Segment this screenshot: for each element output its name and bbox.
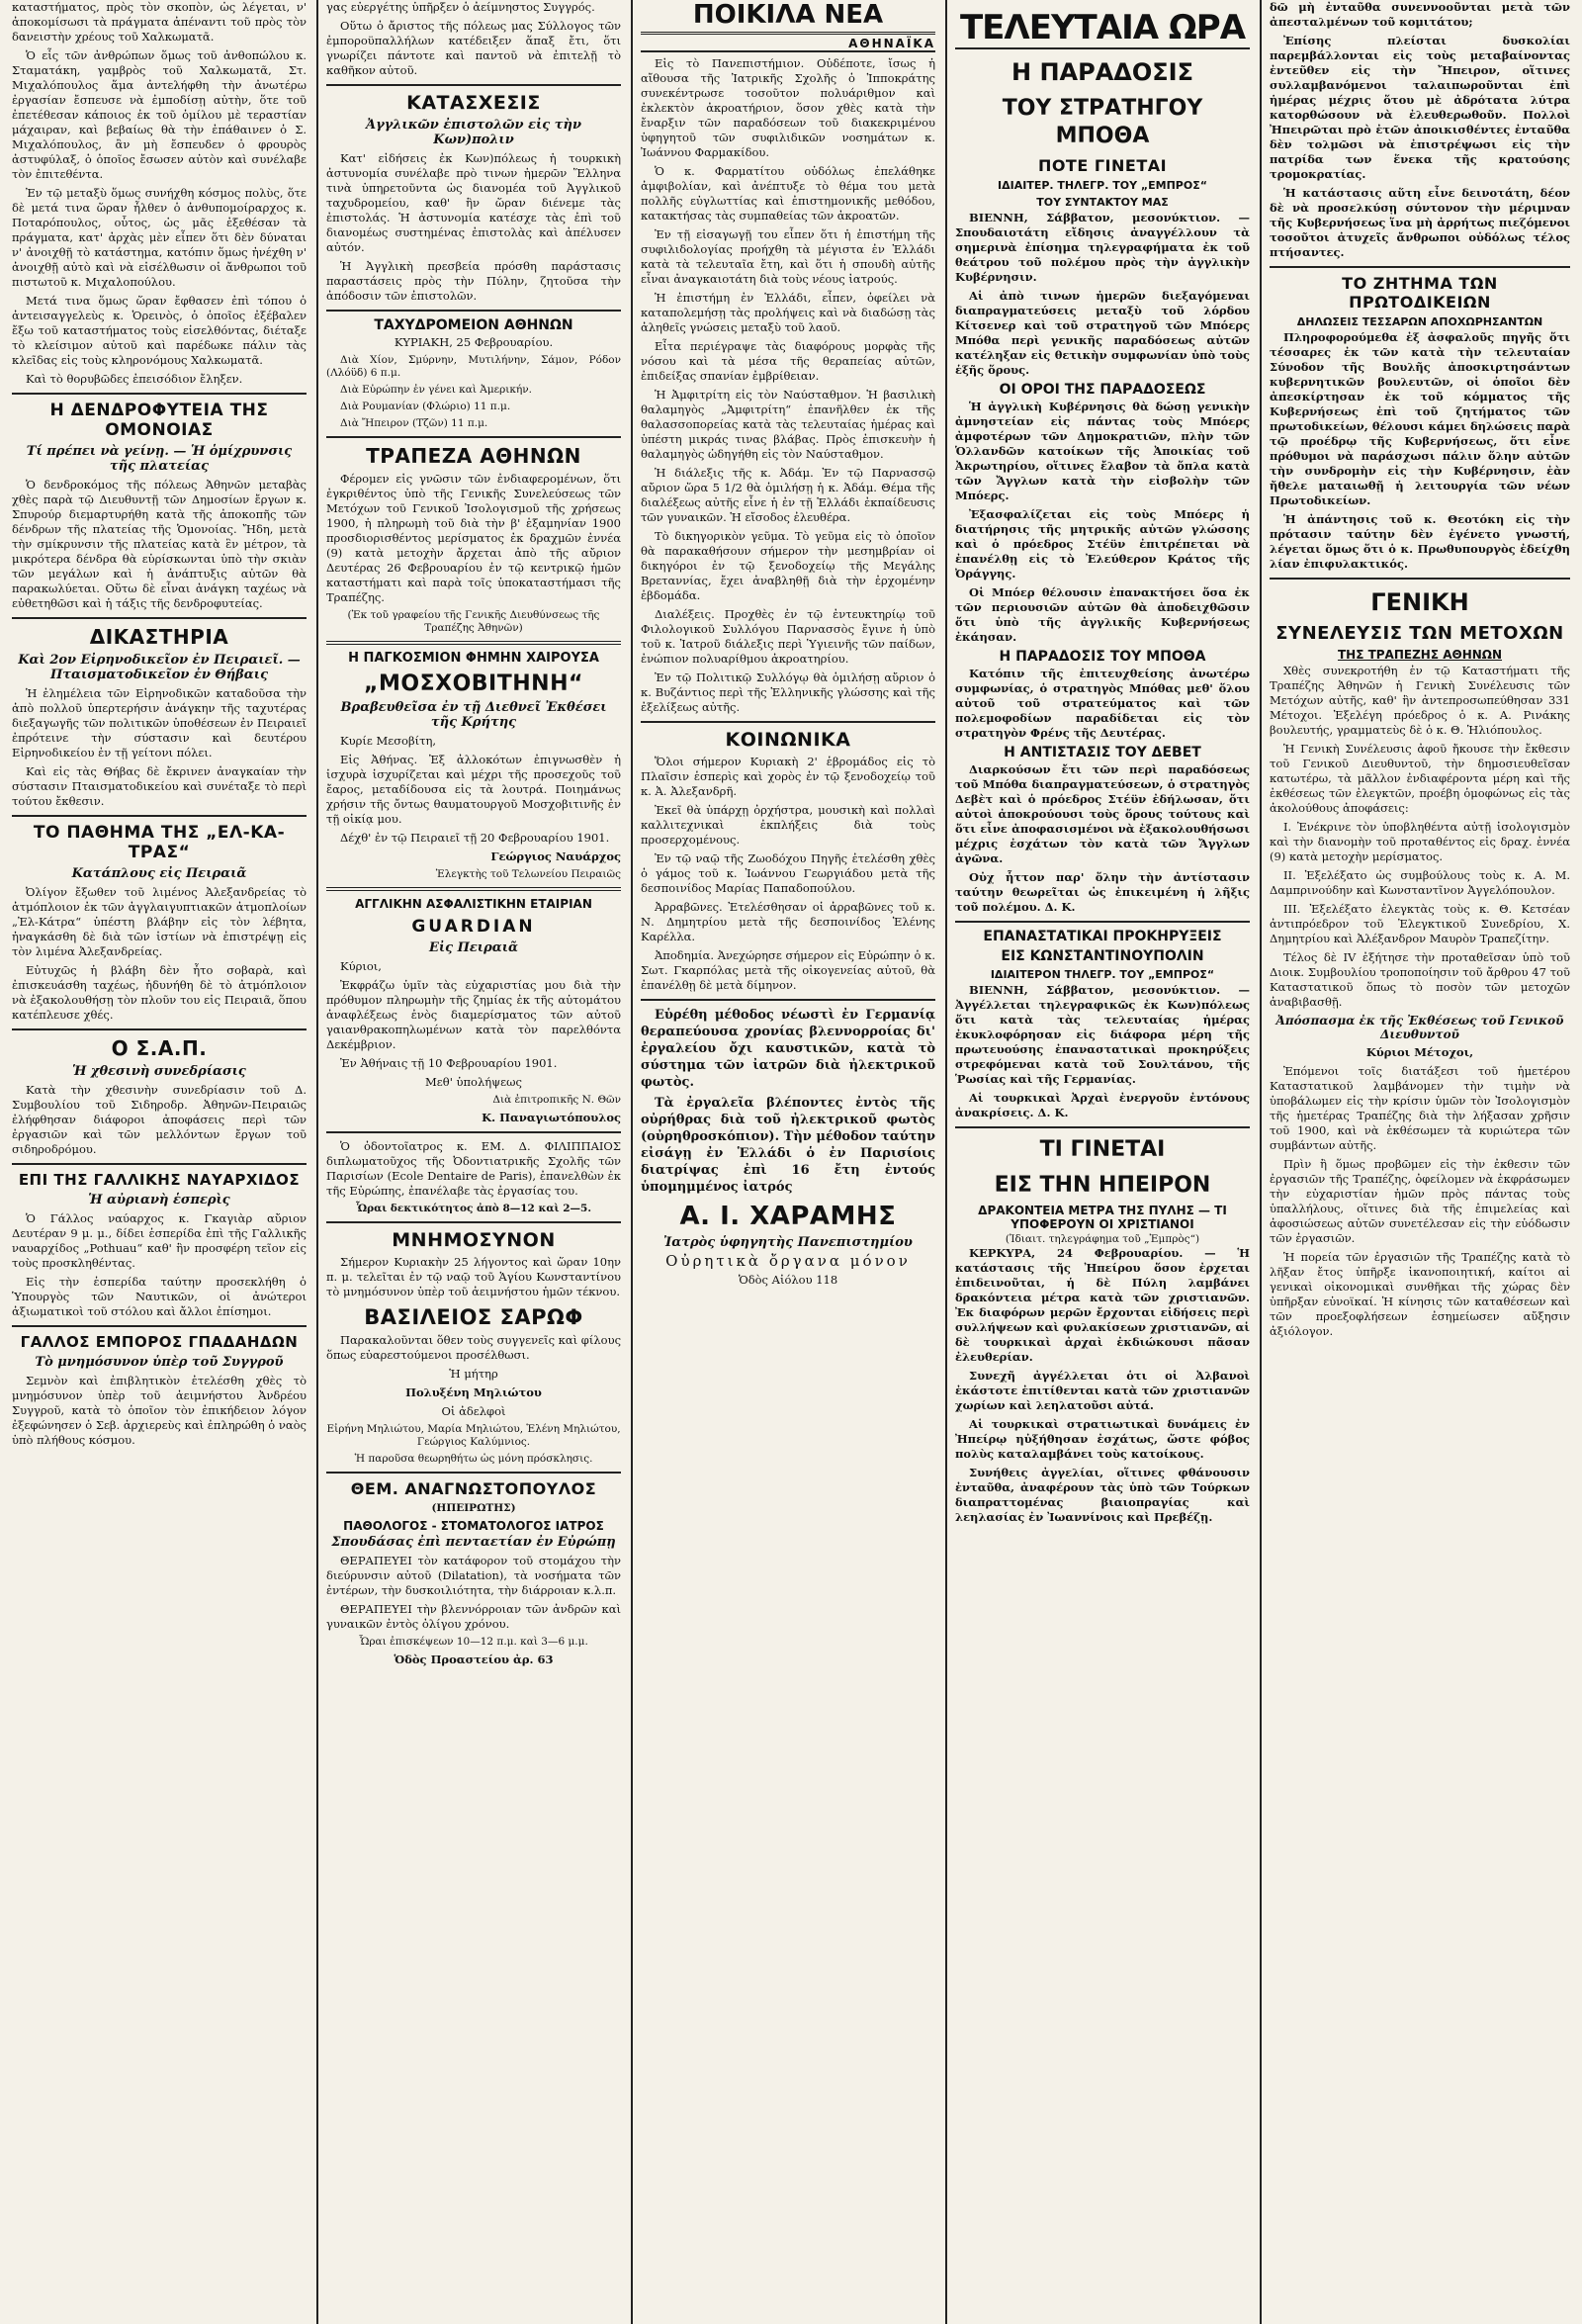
ad-text: Τὰ ἐργαλεῖα βλέποντες ἐντὸς τῆς οὐρήθρας διὰ τοῦ ἠλεκτρικοῦ φωτὸς (οὐρηθροσκόπιον). Τὴν μέθοδον ταύτην εἰσάγῃ ἐν Ἑλλάδι ὁ ἐν Παρισίοις διατρίψας ἐπὶ 16 ἔτη ἐντούς ὑπομημμένος ἰατρός — [641, 1096, 935, 1195]
article-text: ΙΙ. Ἐξελέξατο ὡς συμβούλους τοὺς κ. Α. Μ. Δαμπρινούδην καὶ Κωνσταντῖνον Ἀγγελόπουλον. — [1270, 868, 1570, 897]
divider — [641, 999, 935, 1001]
article-text: καταστήματος, πρὸς τὸν σκοπὸν, ὡς λέγεται, ν' ἀποκομίσωσι τὰ πράγματα ἀπέναντι τοῦ πρὸς τὸν δανειστὴν χρέους τοῦ Χαλκωματᾶ. — [12, 0, 307, 44]
telegram-source: ΙΔΙΑΙΤΕΡ. ΤΗΛΕΓΡ. ΤΟΥ „ΕΜΠΡΟΣ“ — [998, 179, 1207, 192]
headline-pote: ΠΟΤΕ ΓΙΝΕΤΑΙ — [1037, 156, 1168, 175]
article-text: Κατὰ τὴν χθεσινὴν συνεδρίασιν τοῦ Δ. Συμβουλίου τοῦ Σιδηροδρ. Ἀθηνῶν-Πειραιῶς ἐλήφθησαν διάφοροι ἀποφάσεις περὶ τῶν ἐργασιῶν καὶ τῶν μελλόντων ἔργων τοῦ σιδηροδρόμου. — [12, 1083, 307, 1156]
subheadline: Ἡ αὐριανὴ ἑσπερὶς — [88, 1193, 230, 1207]
headline-paradosis: Η ΠΑΡΑΔΟΣΙΣ — [1011, 58, 1193, 86]
divider — [12, 617, 307, 619]
ad-text: Εὑρέθη μέθοδος νέωστὶ ἐν Γερμανίᾳ θεραπεύουσα χρονίας βλεννορροίας δι' ἐργαλείου ὄχι καυστικῶν, κατὰ τὸ σύστημα τῶν ἰατρῶν διὰ ἠλεκτρικοῦ φωτὸς. — [641, 1008, 935, 1090]
article-text: Σεμνὸν καὶ ἐπιβλητικὸν ἐτελέσθη χθὲς τὸ μνημόσυνον ὑπὲρ τοῦ ἀειμνήστου Ἀνδρέου Συγγροῦ, κατὰ τὸ ὁποῖον τὸν ἐπικήδειον λόγον ἐξεφώνησεν ὁ Σεβ. ἀρχιερεὺς καὶ ἐπληρώθη ὁ ναὸς ὑπὸ πλήθους κόσμου. — [12, 1374, 307, 1447]
column-rule — [316, 0, 318, 2324]
section-city-athinaika: ΑΘΗΝΑΪΚΑ — [641, 37, 935, 52]
ad-headline-doctor: ΘΕΜ. ΑΝΑΓΝΩΣΤΟΠΟΥΛΟΣ — [350, 1479, 597, 1498]
ad-text: Οὐρητικὰ ὄργανα μόνον — [665, 1252, 911, 1270]
article-text: ΘΕΡΑΠΕΥΕΙ τὴν βλεννόρροιαν τῶν ἀνδρῶν καὶ γυναικῶν ἐντὸς ὀλίγου χρόνου. — [326, 1602, 621, 1631]
divider — [326, 887, 621, 891]
headline-paradosis-botha: Η ΠΑΡΑΔΟΣΙΣ ΤΟΥ ΜΠΟΘΑ — [999, 649, 1206, 665]
article-text: Καὶ τὸ θορυβῶδες ἐπεισόδιον ἔληξεν. — [26, 372, 243, 386]
headline-epanastatikai: ΕΠΑΝΑΣΤΑΤΙΚΑΙ ΠΡΟΚΗΡΥΞΕΙΣ — [983, 929, 1222, 944]
article-text: Ἡ Ἀμφιτρίτη εἰς τὸν Ναύσταθμον. Ἡ βασιλικὴ θαλαμηγὸς „Ἀμφιτρίτη“ ἐπανῆλθεν ἐκ τῆς θαλασσοπορείας κατὰ τὰς τελευταίας ἡμέρας καὶ ὑπέστη μικράς τινας βλάβας. Πρὸς ἐπισκευὴν ἡ θαλαμηγὸς ὡδηγήθη εἰς τὸν Ναύσταθμον. — [641, 388, 935, 461]
section-banner-poikila-nea: ΠΟΙΚΙΛΑ ΝΕΑ — [641, 0, 935, 35]
article-text: ΙΙΙ. Ἐξελέξατο ἐλεγκτὰς τοὺς κ. Θ. Κετσέαν ἀντιπρόεδρον τοῦ Ἐλεγκτικοῦ Συνεδρίου, Χ. Δημητρίου καὶ Ἀλέξανδρον Μαυρὸν Τραπεζίτην. — [1270, 902, 1570, 945]
telegram-source: (Ἰδιαιτ. τηλεγράφημα τοῦ „Ἐμπρὸς“) — [1005, 1233, 1200, 1245]
headline-kataschesis: ΚΑΤΑΣΧΕΣΙΣ — [406, 92, 541, 114]
article-text: Τὸ δικηγορικὸν γεῦμα. Τὸ γεῦμα εἰς τὸ ὁποῖον θὰ παρακαθήσουν σήμερον τὴν μεσημβρίαν οἱ δικηγόροι ἐν τῷ ξενοδοχείῳ τῆς Μεγάλης Βρεταννίας, ἔχει ἀναβληθῇ διὰ τὴν ἐρχομένην ἑβδομάδα. — [641, 529, 935, 602]
article-text: Ἡ παροῦσα θεωρηθήτω ὡς μόνη πρόσκλησις. — [354, 1453, 593, 1465]
relation: Ἡ μήτηρ — [449, 1367, 498, 1381]
article-text: Μετά τινα ὅμως ὥραν ἔφθασεν ἐπὶ τόπου ὁ ἀντεισαγγελεὺς κ. Ὁρεινὸς, ὁ ὁποῖος ἐξέβαλεν ἔξω τοῦ καταστήματος τοὺς εἰσελθόντας, διέταξε τὸ κλείσιμον αὐτοῦ καὶ παρέδωκε πάλιν τὰς κλεῖδας εἰς τοὺς κληρονόμους Χαλκωματᾶ. — [12, 294, 307, 367]
subheadline: Ἡ χθεσινὴ συνεδρίασις — [72, 1064, 246, 1079]
article-text: Συνεχῆ ἀγγέλλεται ὁτι οἱ Ἀλβανοὶ ἐκάστοτε ἐπιτίθενται κατὰ τῶν χριστιανῶν χωρίων καὶ λεηλατοῦσι αὐτά. — [955, 1369, 1250, 1412]
article-text: Παρακαλοῦνται ὅθεν τοὺς συγγενεῖς καὶ φίλους ὅπως εὐαρεστούμενοι προσέλθωσι. — [326, 1333, 622, 1362]
column-rule — [1260, 0, 1262, 2324]
address: Ὁδὸς Προαστείου ἀρ. 63 — [394, 1653, 554, 1666]
signature: Γεώργιος Ναυάρχος — [490, 849, 621, 863]
subheadline: Ἰατρὸς ὑφηγητὴς Πανεπιστημίου — [663, 1235, 913, 1250]
article-text: Ἐξασφαλίζεται εἰς τοὺς Μπόερς ἡ διατήρησις τῆς μητρικῆς αὐτῶν γλώσσης καὶ ὁ πρόεδρος Στέϋν ἐπιτρέπεται νὰ ἐπανέλθῃ εἰς τὸ Ἐλεύθερον Κράτος τῆς Ὀράγγης. — [955, 507, 1250, 581]
headline-stratigou: ΤΟΥ ΣΤΡΑΤΗΓΟΥ ΜΠΟΘΑ — [1002, 96, 1203, 148]
article-text: Ἐν Ἀθήναις τῇ 10 Φεβρουαρίου 1901. — [340, 1056, 558, 1070]
divider — [12, 1325, 307, 1327]
article-text: ΘΕΡΑΠΕΥΕΙ τὸν κατάφορον τοῦ στομάχου τὴν διεύρυνσιν αὐτοῦ (Dilatation), τὰ νοσήματα τῶν ἐντέρων, τὴν δυσκοιλιότητα, τὴν διάρροιαν κ.λ.π. — [326, 1554, 621, 1597]
divider — [955, 1126, 1250, 1128]
article-text: Κύριοι, — [340, 959, 382, 973]
article-text: Ὁ κ. Φαρματίτου οὐδόλως ἐπελάθηκε ἀμφιβολίαν, καὶ ἀνέπτυξε τὸ θέμα του μετὰ πολλῆς εὐγλωττίας καὶ ἐπιστημονικῆς μεθόδου, κατακτήσας τὰς συμπαθείας τῶν ἀκροατῶν. — [641, 164, 935, 223]
article-text: Καὶ εἰς τὰς Θήβας δὲ ἔκρινεν ἀναγκαίαν τὴν σύστασιν Πταισματοδικείου καὶ συνέταξε τὸ περὶ τούτου ἔκθεσιν. — [12, 764, 307, 808]
article-text: Ἐκεῖ θὰ ὑπάρχῃ ὀρχήστρα, μουσικὴ καὶ πολλαὶ καλλιτεχνικαὶ ἐκπλήξεις διὰ τοὺς προσερχομένους. — [641, 803, 935, 847]
article-text: Ἀρραβῶνες. Ἐτελέσθησαν οἱ ἀρραβῶνες τοῦ κ. Ν. Δημητρίου μετὰ τῆς δεσποινίδος Ἑλένης Καρέλλα. — [641, 900, 935, 943]
headline-dikastiria: ΔΙΚΑΣΤΗΡΙΑ — [89, 625, 229, 649]
address: Ὁδὸς Αἰόλου 118 — [738, 1273, 838, 1287]
column-rule — [945, 0, 947, 2324]
divider — [326, 1472, 621, 1474]
article-text: Ἐν τῇ εἰσαγωγῇ του εἶπεν ὅτι ἡ ἐπιστήμη τῆς συφιλιδολογίας προήχθη τὰ μέγιστα ἐν Ἑλλάδι κατὰ τὰ τελευταῖα ἔτη, καὶ ὅτι ἡ σπουδὴ αὐτῆς εἶναι ἀναγκαιοτάτη διὰ τοὺς νέους ἰατρούς. — [641, 227, 935, 286]
article-text: Ὁ εἷς τῶν ἀνθρώπων ὅμως τοῦ ἀνθοπώλου κ. Σταματάκη, γαμβρὸς τοῦ Χαλκωματᾶ, Στ. Μιχαλόπουλος ἅμα ἀντελήφθη τὴν ἀνωτέρω ἐργασίαν ἔσπευσε νὰ ἐμποδίσῃ αὐτὴν, ὅτε τοῦ ἐπετέθεσαν κάποιος ἐκ τοῦ ὁμίλου μὲ τεραστίαν μάχαιραν, καὶ βεβαίως θὰ τὴν ἐπάθαινεν ὁ Σ. Μιχαλόπουλος, ἂν μὴ ἔσπευδεν ὁ φρουρὸς ἀστυφύλαξ, ὁ ὁποῖος ἔσωσεν αὐτὸν καὶ συνέλαβε τὸν ἐπιτεθέντα. — [12, 48, 307, 181]
column-rule — [631, 0, 633, 2324]
headline-navarxidos: ΕΠΙ ΤΗΣ ΓΑΛΛΙΚΗΣ ΝΑΥΑΡΧΙΔΟΣ — [18, 1171, 301, 1189]
headline-oroi: ΟΙ ΟΡΟΙ ΤΗΣ ΠΑΡΑΔΟΣΕΩΣ — [999, 382, 1206, 398]
divider — [326, 436, 621, 438]
article-text: Τέλος δὲ IV ἐξήτησε τὴν προταθεῖσαν ὑπὸ τοῦ Διοικ. Συμβουλίου τροποποίησιν τοῦ ἄρθρου 47 τοῦ Καταστατικοῦ ὅπως τὸ ποσὸν τῶν μετοχῶν ἀναβιβασθῇ. — [1270, 950, 1570, 1009]
article-text: Ἡ ἐπιστήμη ἐν Ἑλλάδι, εἶπεν, ὀφείλει νὰ καταπολεμήσῃ τὰς προλήψεις καὶ νὰ διαδώσῃ τὰς ἀληθεῖς γνώσεις μεταξὺ τοῦ λαοῦ. — [641, 291, 935, 334]
article-text: ΚΕΡΚΥΡΑ, 24 Φεβρουαρίου. — Ἡ κατάστασις τῆς Ἠπείρου ὅσον ἐρχεται ἐπιδεινοῦται, ἡ δὲ Πύλη λαμβάνει δρακόντεια μέτρα κατὰ τῶν χριστιανῶν. Ἐκ διαφόρων μερῶν ἔρχονται εἰδήσεις περὶ συλλήψεων καὶ φυλακίσεων χριστιανῶν, αἱ δὲ τουρκικαὶ ἀρχαὶ ἐκδιώκουσι πᾶσαν ἐλευθερίαν. — [955, 1246, 1250, 1364]
article-text: Εἶτα περιέγραψε τὰς διαφόρους μορφὰς τῆς νόσου καὶ τὰ μέσα τῆς θεραπείας αὐτῶν, ἐπιδείξας σπανίαν ἐμβρίθειαν. — [641, 339, 935, 383]
article-text: Χθὲς συνεκροτήθη ἐν τῷ Καταστήματι τῆς Τραπέζης Ἀθηνῶν ἡ Γενικὴ Συνέλευσις τῶν Μετόχων αὐτῆς, καθ' ἣν ἀντεπροσωπεύθησαν 331 Μέτοχοι. Ἐξελέγη πρόεδρος ὁ κ. Α. Ρινάκης βουλευτής, γραμματεὺς δὲ ὁ κ. Θ. Ἡλιόπουλος. — [1270, 664, 1570, 737]
headline-pathima: ΤΟ ΠΑΘΗΜΑ ΤΗΣ „ΕΛ-ΚΑ-ΤΡΑΣ“ — [33, 823, 286, 862]
divider — [12, 1028, 307, 1030]
article-text: Ἐν τῷ Πολιτικῷ Συλλόγῳ θὰ ὁμιλήσῃ αὔριον ὁ κ. Βυζάντιος περὶ τῆς Ἑλληνικῆς γλώσσης καὶ τῆς ἐξελίξεως αὐτῆς. — [641, 670, 935, 714]
subheadline: ΔΗΛΩΣΕΙΣ ΤΕΣΣΑΡΩΝ ΑΠΟΧΩΡΗΣΑΝΤΩΝ — [1296, 315, 1543, 328]
article-text: Πληροφορούμεθα ἐξ ἀσφαλοῦς πηγῆς ὅτι τέσσαρες ἐκ τῶν κατὰ τὴν τελευταίαν Σύνοδον τῆς Βουλῆς ἀποσκιρτησάντων κυβερνητικῶν βουλευτῶν, οἱ ὁποῖοι δὲν ἀπεσκίρτησαν ἐκ τοῦ κόμματος τῆς Κυβερνήσεως ἐπὶ τοῦ ζητήματος τῶν πρωτοδικείων, θέλουσι κάμει δηλώσεις παρὰ τῷ προέδρῳ τῆς Κυβερνήσεως, ὅτι εἶνε πρόθυμοι νὰ παράσχωσι πάλιν ὅλην αὐτῶν τὴν συνδρομὴν εἰς τὴν Κυβέρνησιν, ἐὰν ἤθελε ματαιωθῇ ἡ λειτουργία τῶν νέων Πρωτοδικείων. — [1270, 330, 1570, 507]
divider — [12, 393, 307, 395]
headline-sap: Ο Σ.Α.Π. — [111, 1036, 208, 1060]
article-text: Εὐτυχῶς ἡ βλάβη δὲν ἦτο σοβαρὰ, καὶ ἐπισκευάσθη ταχέως, ἠδυνήθη δὲ τὸ ἀτμόπλοιον νὰ ἐξακολουθήσῃ τὸν πλοῦν του εἰς Πειραιᾶ, ὅπου κατέπλευσε χθές. — [12, 963, 307, 1022]
article-text: Ἡ Γενικὴ Συνέλευσις ἀφοῦ ἤκουσε τὴν ἔκθεσιν τοῦ Γενικοῦ Διευθυντοῦ, τὴν δημοσιευθεῖσαν κατωτέρω, τὰ μᾶλλον ἐνδιαφέροντα μέρη καὶ τῆς ἐκθέσεως τῶν ἐλεγκτῶν, προέβη ὁμοφώνως εἰς τὰς ἀκολούθους ἀποφάσεις: — [1270, 742, 1570, 815]
post-line: Διὰ Ἤπειρον (Τζῶν) 11 π.μ. — [340, 417, 488, 429]
article-text: Διαρκούσων ἔτι τῶν περὶ παραδόσεως τοῦ Μπόθα διαπραγματεύσεων, ὁ στρατηγὸς Δεβὲτ καὶ ὁ πρόεδρος Στέϋν ἐδήλωσαν, ὅτι αὐτοὶ ἀποκρούουσι τοὺς ὅρους τούτους καὶ ὅτι εἶνε ἀποφασισμένοι νὰ ἐξακολουθήσωσι μέχρις ἐσχάτων τὸν κατὰ τῶν Ἄγγλων ἀγῶνα. — [955, 762, 1250, 865]
ad-headline-guardian: GUARDIAN — [411, 917, 536, 937]
article-text: Ἡ ἐλημέλεια τῶν Εἰρηνοδικῶν καταδοῦσα τὴν ἀπὸ πολλοῦ ὑπερτερήσιν ἀνάγκην τῆς ταχυτέρας διεξαγωγῆς τῶν πολιτικῶν ὑποθέσεων ἐν Πειραιεῖ ἐπρότεινε τὴν σύστασιν καὶ δευτέρου Εἰρηνοδικείου ἐν τῇ γείτονι πόλει. — [12, 686, 307, 760]
headline-taxydromeion: ΤΑΧΥΔΡΟΜΕΙΟΝ ΑΘΗΝΩΝ — [374, 317, 573, 333]
headline-konstantinoupoli: ΕΙΣ ΚΩΝΣΤΑΝΤΙΝΟΥΠΟΛΙΝ — [1001, 948, 1204, 964]
article-text: Κατ' εἰδήσεις ἐκ Κων)πόλεως ἡ τουρκικὴ ἀστυνομία συνέλαβε πρὸ τινων ἡμερῶν Ἕλληνα τινὰ ὑπηρετοῦντα ὡς διανομέα τοῦ Ἀγγλικοῦ ταχυδρομείου, καθ' ἣν ὥραν διένεμε τὰς ἐπιστολάς. Ἡ ἀστυνομία κατέσχε τὰς ἐπὶ τοῦ διανομέως συστημένας ἐπιστολὰς καὶ ἀπέλυσεν αὐτόν. — [326, 151, 621, 254]
ad-headline: ΑΓΓΛΙΚΗΝ ΑΣΦΑΛΙΣΤΙΚΗΝ ΕΤΑΙΡΙΑΝ — [355, 897, 592, 911]
section-banner-teleftaia-ora: ΤΕΛΕΥΤΑΙΑ ΩΡΑ — [955, 8, 1250, 49]
article-text: Οὕτω ὁ ἄριστος τῆς πόλεως μας Σύλλογος τῶν ἐμποροϋπαλλήλων κατέδειξεν ἅπαξ ἔτι, ὅτι γνωρίζει πάντοτε καὶ παντοῦ νὰ ἐπιτελῇ τὸ καθῆκον αὐτοῦ. — [326, 19, 621, 77]
post-date: ΚΥΡΙΑΚΗ, 25 Φεβρουαρίου. — [394, 335, 554, 349]
column-5 — [1264, 0, 1576, 2324]
divider — [955, 921, 1250, 923]
telegram-source: ΤΟΥ ΣΥΝΤΑΚΤΟΥ ΜΑΣ — [1036, 196, 1169, 209]
divider — [326, 1221, 621, 1223]
signature: Κ. Παναγιωτόπουλος — [482, 1111, 621, 1124]
headline-trapezis: ΤΗΣ ΤΡΑΠΕΖΗΣ ΑΘΗΝΩΝ — [1337, 648, 1503, 662]
divider — [641, 721, 935, 723]
divider — [12, 815, 307, 817]
subheadline: Τὸ μνημόσυνον ὑπὲρ τοῦ Συγγροῦ — [35, 1355, 284, 1370]
ad-text-hours: Ὧραι δεκτικότητος ἀπὸ 8—12 καὶ 2—5. — [356, 1203, 591, 1214]
headline-trapeza: ΤΡΑΠΕΖΑ ΑΘΗΝΩΝ — [366, 444, 581, 468]
article-text: Ἐν τῷ ναῷ τῆς Ζωοδόχου Πηγῆς ἐτελέσθη χθὲς ὁ γάμος τοῦ κ. Ἰωάννου Γεωργιάδου μετὰ τῆς δεσποινίδος Μαρίας Παπαδοπούλου. — [641, 851, 935, 895]
article-text: Φέρομεν εἰς γνῶσιν τῶν ἐνδιαφερομένων, ὅτι ἐγκριθέντος ὑπὸ τῆς Γενικῆς Συνελεύσεως τῶν Μετόχων τοῦ Γενικοῦ Ἰσολογισμοῦ τῆς χρήσεως 1900, ἡ πληρωμὴ τοῦ διὰ τὴν β' ἑξαμηνίαν 1900 προσδιορισθέντος μερίσματος ἐκ δραχμῶν ἐννέα (9) κατὰ μετοχὴν ἄρχεται ἀπὸ τῆς αὔριον Δευτέρας 26 Φεβρουαρίου ἐν τῷ κεντρικῷ ἡμῶν καταστήματι καὶ παρὰ τοῖς ὑποκαταστήμασι τῆς Τραπέζης. — [326, 472, 621, 604]
headline-antistasis: Η ΑΝΤΙΣΤΑΣΙΣ ΤΟΥ ΔΕΒΕΤ — [1004, 745, 1201, 760]
article-text: Εἰς τὴν ἑσπερίδα ταύτην προσεκλήθη ὁ Ὑπουργὸς τῶν Ναυτικῶν, οἱ ἀνώτεροι ἀξιωματικοὶ τοῦ στόλου καὶ ἄλλοι ἐπίσημοι. — [12, 1275, 307, 1318]
article-text: Εἰς τὸ Πανεπιστήμιον. Οὐδέποτε, ἴσως ἡ αἴθουσα τῆς Ἰατρικῆς Σχολῆς ὁ Ἱπποκράτης συνεκέντρωσε τοσοῦτον πολυάριθμον καὶ ἐκλεκτὸν ἀκροατήριον, ὅσον χθὲς κατὰ τὴν ἔναρξιν τῶν παραδόσεων τοῦ διακεκριμένου ὑφηγητοῦ τῶν συφιλιδικῶν νοσημάτων κ. Ἰωάννου Φαρμακίδου. — [641, 56, 935, 159]
post-line: Διὰ Εὐρώπην ἐν γένει καὶ Ἀμερικήν. — [340, 384, 532, 396]
relation-name: Εἰρήνη Μηλιώτου, Μαρία Μηλιώτου, Ἑλένη Μηλιώτου, Γεώργιος Καλύμνιος. — [326, 1423, 621, 1448]
headline-ti-ginetai: ΤΙ ΓΙΝΕΤΑΙ — [1039, 1137, 1166, 1162]
article-text: γας εὐεργέτης ὑπῆρξεν ὁ ἀείμνηστος Συγγρός. — [326, 0, 595, 14]
article-text: Ι. Ἐνέκρινε τὸν ὑποβληθέντα αὐτῇ ἰσολογισμὸν καὶ τὴν διανομὴν τοῦ προταθέντος εἰς δραχ. ἐννέα (9) κατὰ μετοχὴν μερίσματος. — [1270, 820, 1570, 863]
divider — [1270, 266, 1570, 268]
divider — [326, 641, 621, 645]
article-text: Ὁ δενδροκόμος τῆς πόλεως Ἀθηνῶν μεταβὰς χθὲς παρὰ τῷ Διευθυντῇ τῶν Δημοσίων ἔργων κ. Σπυρούρ διεμαρτυρήθη κατὰ τῆς ἀποκοπῆς τῶν δένδρων τῆς πλατείας τῆς Ὁμονοίας. Ἤδη, μετὰ τὴν σμίκρυνσιν τῆς πλατείας κατὰ ἓν μέτρον, τὰ μικρότερα δένδρα θὰ εὑρίσκωνται ὑπὸ τὴν σκιὰν τῶν μεγάλων καὶ ἡ ἀνάπτυξις αὐτῶν θὰ παρακωλύεται. Οὕτω δὲ εἶναι ἀνάγκη ταχέως νὰ εὐθετηθῶσι καὶ ἡ τάξις τῆς δενδροφυτείας. — [12, 478, 307, 610]
ad-headline: ΠΑΘΟΛΟΓΟΣ - ΣΤΟΜΑΤΟΛΟΓΟΣ ΙΑΤΡΟΣ — [343, 1519, 604, 1533]
ad-headline: Η ΠΑΓΚΟΣΜΙΟΝ ΦΗΜΗΝ ΧΑΙΡΟΥΣΑ — [348, 651, 599, 666]
subheadline: Βραβευθεῖσα ἐν τῇ Διεθνεῖ Ἐκθέσει τῆς Κρήτης — [340, 700, 607, 730]
divider — [326, 84, 621, 86]
subheadline: Κατάπλους εἰς Πειραιᾶ — [71, 866, 247, 881]
divider — [326, 310, 621, 312]
article-text: Ἐκφράζω ὑμῖν τὰς εὐχαριστίας μου διὰ τὴν πρόθυμον πληρωμὴν τῆς ζημίας ἐκ τῆς αὐτομάτου ἀναφλέξεως ἐνὸς διαμερίσματος τῶν αὐτοῦ γαιανθρακοπηλωμένων κατὰ τὸν παρελθόντα Δεκέμβριον. — [326, 978, 621, 1051]
article-text: Ὀλίγον ἔξωθεν τοῦ λιμένος Ἀλεξανδρείας τὸ ἀτμόπλοιον ἐκ τῶν ἀγγλαιγυπτιακῶν ἀτμοπλοίων „Ἐλ-Κάτρα“ ὑπέστη βλάβην εἰς τὸν λέβητα, ἠναγκάσθη δὲ διὰ τῶν ἱστίων νὰ ἐπιστρέψῃ εἰς τὸν λιμένα Ἀλεξανδρείας. — [12, 885, 307, 958]
article-text: Ἐπόμενοι τοῖς διατάξεσι τοῦ ἡμετέρου Καταστατικοῦ λαμβάνομεν τὴν τιμὴν νὰ ὑποβάλωμεν εἰς τὴν κρίσιν ὑμῶν τὸν Ἰσολογισμὸν τῆς ἡμετέρας Τραπέζης διὰ τὴν λήξασαν χρῆσιν τοῦ 1900, καὶ νὰ ἐκθέσωμεν τὰ κυριώτερα τῶν συμβάντων αὐτῆς. — [1270, 1064, 1570, 1152]
subheadline: Ἀγγλικῶν ἐπιστολῶν εἰς τὴν Κων)πολιν — [366, 118, 581, 147]
column-4 — [949, 0, 1256, 2324]
signature-title: Ἐλεγκτὴς τοῦ Τελωνείου Πειραιῶς — [435, 868, 621, 880]
article-text: Μεθ' ὑπολήψεως — [425, 1075, 522, 1089]
divider — [326, 1131, 621, 1133]
article-text: ΒΙΕΝΝΗ, Σάββατον, μεσονύκτιον. — Ἀγγέλλεται τηλεγραφικῶς ἐκ Κων)πόλεως ὅτι κατὰ τὰς τελευταίας ἡμέρας ἐκυκλοφόρησαν εἰς διάφορα μέρη τῆς πρωτευούσης ἐπαναστατικαὶ προκηρύξεις στρεφόμεναι κατὰ τοῦ Σουλτάνου, τῆς Ῥωσίας καὶ τῆς Γερμανίας. — [955, 983, 1250, 1086]
telegram-source: ΙΔΙΑΙΤΕΡΟΝ ΤΗΛΕΓΡ. ΤΟΥ „ΕΜΠΡΟΣ“ — [990, 968, 1215, 981]
headline-drakonteia: ΔΡΑΚΟΝΤΕΙΑ ΜΕΤΡΑ ΤΗΣ ΠΥΛΗΣ — ΤΙ ΥΠΟΦΕΡΟΥΝ ΟΙ ΧΡΙΣΤΙΑΝΟΙ — [978, 1204, 1227, 1231]
signature: Διὰ ἐπιτροπικῆς Ν. Θῶν — [492, 1094, 621, 1106]
article-text: (Ἐκ τοῦ γραφείου τῆς Γενικῆς Διευθύνσεως τῆς Τραπέζης Ἀθηνῶν) — [347, 609, 600, 634]
post-line: Διὰ Ρουμανίαν (Φλώριο) 11 π.μ. — [340, 401, 511, 412]
article-text: Ἡ ἀπάντησις τοῦ κ. Θεοτόκη εἰς τὴν πρότασιν ταύτην δὲν ἐγένετο γνωστή, λέγεται ὅμως ὅτι ὁ κ. Πρωθυπουργὸς ἐδείχθη λίαν ἐπιφυλακτικός. — [1270, 512, 1570, 571]
article-text: Ὧραι ἐπισκέψεων 10—12 π.μ. καὶ 3—6 μ.μ. — [359, 1636, 588, 1648]
relation-name: Πολυξένη Μηλιώτου — [405, 1385, 542, 1399]
article-text: Ὁ Γάλλος ναύαρχος κ. Γκαγιὰρ αὔριον Δευτέραν 9 μ. μ., δίδει ἑσπερίδα ἐπὶ τῆς Γαλλικῆς ναυαρχίδος „Pothuau“ καθ' ἣν προσφέρη τεῖον εἰς τοὺς προσκληθέντας. — [12, 1211, 307, 1270]
article-text: Ἡ ἀγγλικὴ Κυβέρνησις θὰ δώσῃ γενικὴν ἀμνηστείαν εἰς πάντας τοὺς Μπόερς ἀμφοτέρων τῶν Δημοκρατιῶν, πλὴν τῶν Ὁλλανδῶν κατοίκων τῆς Ἀποικίας τοῦ Ἀκρωτηρίου, οἵτινες ἔλαβον τὰ ὅπλα κατὰ τῶν Ἄγγλων κατὰ τὴν εἰσβολὴν τῶν Μπόερς. — [955, 400, 1250, 502]
post-line: Διὰ Χίον, Σμύρνην, Μυτιλήνην, Σάμον, Ρόδον (Λλόϋδ) 6 π.μ. — [326, 354, 621, 379]
headline-vasileios: ΒΑΣΙΛΕΙΟΣ ΣΑΡΩΦ — [364, 1305, 583, 1329]
subheadline: Τί πρέπει νὰ γείνῃ. — Ἡ ὁμίχρυνσις τῆς πλατείας — [26, 444, 293, 474]
headline-geniki: ΓΕΝΙΚΗ — [1370, 588, 1469, 616]
article-text: δῶ μὴ ἐνταῦθα συνεννοοῦνται μετὰ τῶν ἀπεσταλμένων τοῦ κομιτάτου; — [1270, 0, 1570, 29]
divider — [12, 1163, 307, 1165]
article-text: Κυρίε Μεσοβίτη, — [340, 734, 437, 748]
article-text: Αἱ τουρκικαὶ Ἀρχαὶ ἐνεργοῦν ἐντόνους ἀνακρίσεις. Δ. Κ. — [955, 1091, 1250, 1119]
article-text: ΒΙΕΝΝΗ, Σάββατον, μεσονύκτιον. — Σπουδαιοτάτη εἴδησις ἀναγγέλλουν τὰ σημερινὰ ἐπίσημα τηλεγραφήματα ἐκ τοῦ θεάτρου τοῦ πολέμου πρὸς τὴν ἀγγλικὴν Κυβέρνησιν. — [955, 211, 1250, 284]
article-text: Οὐχ ἧττον παρ' ὅλην τὴν ἀντίστασιν ταύτην θεωρεῖται ὡς ἐπικειμένη ἡ λῆξις τοῦ πολέμου. Δ. Κ. — [955, 870, 1250, 914]
subheadline: Εἰς Πειραιᾶ — [428, 940, 519, 955]
article-text: Οἱ Μπόερ θέλουσιν ἐπανακτήσει ὅσα ἐκ τῶν περιουσιῶν αὐτῶν θὰ ἀποδειχθῶσιν ὅτι ὑπὸ τῆς ἀγγλικῆς Κυβερνήσεως ἐκάησαν. — [955, 585, 1250, 644]
article-text: Συνήθεις ἀγγελίαι, οἵτινες φθάνουσιν ἐνταῦθα, ἀναφέρουν τὰς ὑπὸ τῶν Τούρκων διαπραττομένας βιαιοπραγίας καὶ λεηλασίας ἐν Ἰωαννίνοις καὶ Πρεβέζῃ. — [955, 1466, 1250, 1524]
article-text: Ὅλοι σήμερον Κυριακὴ 2' ἑβρομάδος εἰς τὸ Πλαῖσιν ἑσπερὶς καὶ χορὸς ἐν τῷ ξενοδοχείῳ τοῦ κ. Ἀ. Ἀλεξανδρῆ. — [641, 755, 935, 798]
article-text: Αἱ τουρκικαὶ στρατιωτικαὶ δυνάμεις ἐν Ἠπείρῳ ηὐξήθησαν ἐσχάτως, ὥστε φόβος πολὺς καταλαμβάνει τοὺς κατοίκους. — [955, 1417, 1250, 1461]
headline-mnimosynon: ΜΝΗΜΟΣΥΝΟΝ — [392, 1229, 556, 1251]
column-2 — [320, 0, 627, 2324]
article-text: Δέχθ' ἐν τῷ Πειραιεῖ τῇ 20 Φεβρουαρίου 1901. — [340, 831, 610, 845]
article-text: Ἐν τῷ μεταξὺ ὅμως συνήχθη κόσμος πολὺς, ὅτε δὲ μετά τινα ὥραν ἦλθεν ὁ ἀνθυπομοίραρχος κ. Ποταρόπουλος, οὗτος, ὡς μᾶς ἐξεθέσαν τὰ πράγματα, κατ' ἀρχὰς μὲν εἶπεν ὅτι δὲν δύναται ν' ἀνοιχθῇ τὸ κατάστημα, κατόπιν ὅμως ἠνέχθη ν' ἀνοιχθῇ αὐτὸ καὶ νὰ εἰσέλθωσιν οἱ ἄνθρωποι τοῦ πιστωτοῦ κ. Μιχαλοπούλου. — [12, 186, 307, 289]
article-text: Ἡ Ἀγγλικὴ πρεσβεία πρόσθη παράστασις παραστάσεις πρὸς τὴν Πύλην, ζητοῦσα τὴν ἀπόδοσιν τῶν ἐπιστολῶν. — [326, 259, 621, 303]
article-text: Ἡ πορεία τῶν ἐργασιῶν τῆς Τραπέζης κατὰ τὸ λῆξαν ἔτος ὑπῆρξε ἱκανοποιητική, καίτοι αἱ γενικαὶ οἰκονομικαὶ συνθῆκαι τῆς χώρας δὲν ὑπῆρξαν εὐνοϊκαί. Ἡ κίνησις τῶν καταθέσεων καὶ τῶν προεξοφλήσεων ἐσημείωσεν αὔξησιν ἀξιόλογον. — [1270, 1250, 1570, 1338]
article-text: Σήμερον Κυριακὴν 25 λήγοντος καὶ ὥραν 10ην π. μ. τελεῖται ἐν τῷ ναῷ τοῦ Ἁγίου Κωνσταντίνου τὸ μνημόσυνον ὑπὲρ τοῦ ἀειμνήστου ἡμῶν τέκνου. — [326, 1255, 621, 1298]
headline-koinonika: ΚΟΙΝΩΝΙΚΑ — [725, 729, 851, 751]
relation: Οἱ ἀδελφοὶ — [441, 1404, 506, 1418]
headline-synelefsis: ΣΥΝΕΛΕΥΣΙΣ ΤΩΝ ΜΕΤΟΧΩΝ — [1275, 623, 1564, 644]
article-text: Κατόπιν τῆς ἐπιτευχθείσης ἀνωτέρω συμφωνίας, ὁ στρατηγὸς Μπόθας μεθ' ὅλου αὐτοῦ τοῦ στρατεύματος καὶ τῶν πολεμοφοδίων παραδίδεται εἰς τὸν στρατηγὸν Φρένς τῆς Δευτέρας. — [955, 667, 1250, 740]
headline-gallos: ΓΑΛΛΟΣ ΕΜΠΟΡΟΣ ΓΠΑΔΑΗΔΩΝ — [20, 1333, 299, 1351]
article-text: Εἰς Ἀθήνας. Ἐξ ἀλλοκότων ἐπιγνωσθὲν ἡ ἰσχυρὰ ἰσχυρίζεται καὶ μέχρι τῆς προσεχοῦς τοῦ ἔαρος, μεταδίδουσα εἰς τὰ λουτρά. Ποιημάνως χρήσιν τῆς ὄντως θαυματουργοῦ Μοσχοβιτινῆς ἐν τῇ οἰκίᾳ μου. — [326, 753, 621, 826]
subheadline: (ΗΠΕΙΡΩΤΗΣ) — [431, 1502, 516, 1514]
article-text: Ἡ διάλεξις τῆς κ. Ἀδάμ. Ἐν τῷ Παρνασσῷ αὔριον ὥρα 5 1/2 θὰ ὁμιλήσῃ ἡ κ. Ἀδάμ. Θέμα τῆς διαλέξεως αὐτῆς εἶνε ἡ ἐν τῇ Ἑλλάδι ἐκπαίδευσις τῶν γυναικῶν. Ἡ εἴσοδος ἐλευθέρα. — [641, 466, 935, 524]
subheadline: Ἀπόσπασμα ἐκ τῆς Ἐκθέσεως τοῦ Γενικοῦ Διευθυντοῦ — [1275, 1014, 1564, 1041]
article-text: Ἐπίσης πλείσται δυσκολίαι παρεμβάλλονται εἰς τοὺς μεταβαίνοντας ἐντεῦθεν εἰς τὴν Ἤπειρον, οἵτινες συλλαμβανόμενοι ταλαιπωροῦνται ἐπὶ ἡμέρας μέχρις ὅτου μὲ ἀδρότατα λύτρα κατορθώσουν νὰ ἐλευθερωθοῦν. Πολλοὶ Ἠπειρῶται πρὸ ἐτῶν ἀποικισθέντες ἐνταῦθα δὲν τολμῶσι νὰ ἐπιστρέψωσι εἰς τὴν πατρίδα των ἕνεκα τῆς κρατούσης τρομοκρατίας. — [1270, 34, 1570, 181]
article-text: Ἡ κατάστασις αὕτη εἶνε δεινοτάτη, δέον δὲ νὰ προσελκύσῃ σύντονον τὴν μέριμναν τῆς Κυβερνήσεως ἵνα μὴ ἀρρήτως πιεζόμενοι τοσοῦτοι ἀτυχεῖς ἄνθρωποι οὐδόλως τέλος πτήσαντες. — [1270, 186, 1570, 259]
ad-text-dentist: Ὁ ὀδοντοῖατρος κ. ΕΜ. Δ. ΦΙΛΙΠΠΑΙΟΣ διπλωματοῦχος τῆς Ὀδοντιατρικῆς Σχολῆς τῶν Παρισίων (Ecole Dentaire de Paris), ἐπανελθὼν ἐκ τῆς Εὐρώπης, ἐπανέλαβε τὰς ἐργασίας του. — [326, 1139, 621, 1198]
subheadline: Σπουδάσας ἐπὶ πενταετίαν ἐν Εὐρώπῃ — [331, 1535, 616, 1550]
headline-zitima: ΤΟ ΖΗΤΗΜΑ ΤΩΝ ΠΡΩΤΟΔΙΚΕΙΩΝ — [1342, 274, 1498, 312]
ad-headline-moschovitini: „ΜΟΣΧΟΒΙΤΗΝΗ“ — [364, 671, 583, 696]
column-1 — [6, 0, 312, 2324]
salutation: Κύριοι Μέτοχοι, — [1365, 1045, 1474, 1059]
ad-headline-xaramis: Α. Ι. ΧΑΡΑΜΗΣ — [679, 1202, 897, 1231]
subheadline: Καὶ 2ον Εἰρηνοδικεῖον ἐν Πειραιεῖ. — Πταισματοδικεῖον ἐν Θήβαις — [18, 653, 301, 682]
article-text: Αἱ ἀπὸ τινων ἡμερῶν διεξαγόμεναι διαπραγματεύσεις μεταξὺ τοῦ λόρδου Κίτσενερ καὶ τοῦ στρατηγοῦ τῶν Μπόερς Μπόθα περὶ γενικῆς παραδόσεως αὐτῶν κατέληξαν εἰς θετικὴν συμφωνίαν ὑπὸ τοὺς ἑξῆς ὅρους. — [955, 289, 1250, 377]
article-text: Πρὶν ἢ ὅμως προβῶμεν εἰς τὴν ἐκθεσιν τῶν ἐργασιῶν τῆς Τραπέζης, ὀφείλομεν νὰ ἐκφράσωμεν τὴν εὐχαριστίαν ἡμῶν πρὸς πάντας τοὺς ὑπαλλήλους, οἵτινες διὰ τῆς ἐπιμελείας καὶ ἀφοσιώσεως αὐτῶν συνετέλεσαν εἰς τὴν εὐόδωσιν τῶν ἐργασιῶν. — [1270, 1157, 1570, 1245]
column-3 — [635, 0, 941, 2324]
divider — [1270, 578, 1570, 580]
article-text: Διαλέξεις. Προχθὲς ἐν τῷ ἐντευκτηρίῳ τοῦ Φιλολογικοῦ Συλλόγου Παρνασσὸς ἔγινε ἡ ὑπὸ τοῦ κ. Ἰατροῦ διάλεξις περὶ Ὑγιεινῆς τῶν παίδων, ἐνώπιον πολυαρίθμου ἀκροατηρίου. — [641, 607, 935, 666]
article-text: Ἀποδημία. Ἀνεχώρησε σήμερον εἰς Εὐρώπην ὁ κ. Σωτ. Γκαρπόλας μετὰ τῆς οἰκογενείας αὐτοῦ, θὰ ἐπανέλθῃ δὲ μετὰ δίμηνον. — [641, 948, 935, 992]
headline-dendrofyteia: Η ΔΕΝΔΡΟΦΥΤΕΙΑ ΤΗΣ ΟΜΟΝΟΙΑΣ — [49, 401, 269, 440]
headline-ipeiros: ΕΙΣ ΤΗΝ ΗΠΕΙΡΟΝ — [994, 1173, 1211, 1198]
